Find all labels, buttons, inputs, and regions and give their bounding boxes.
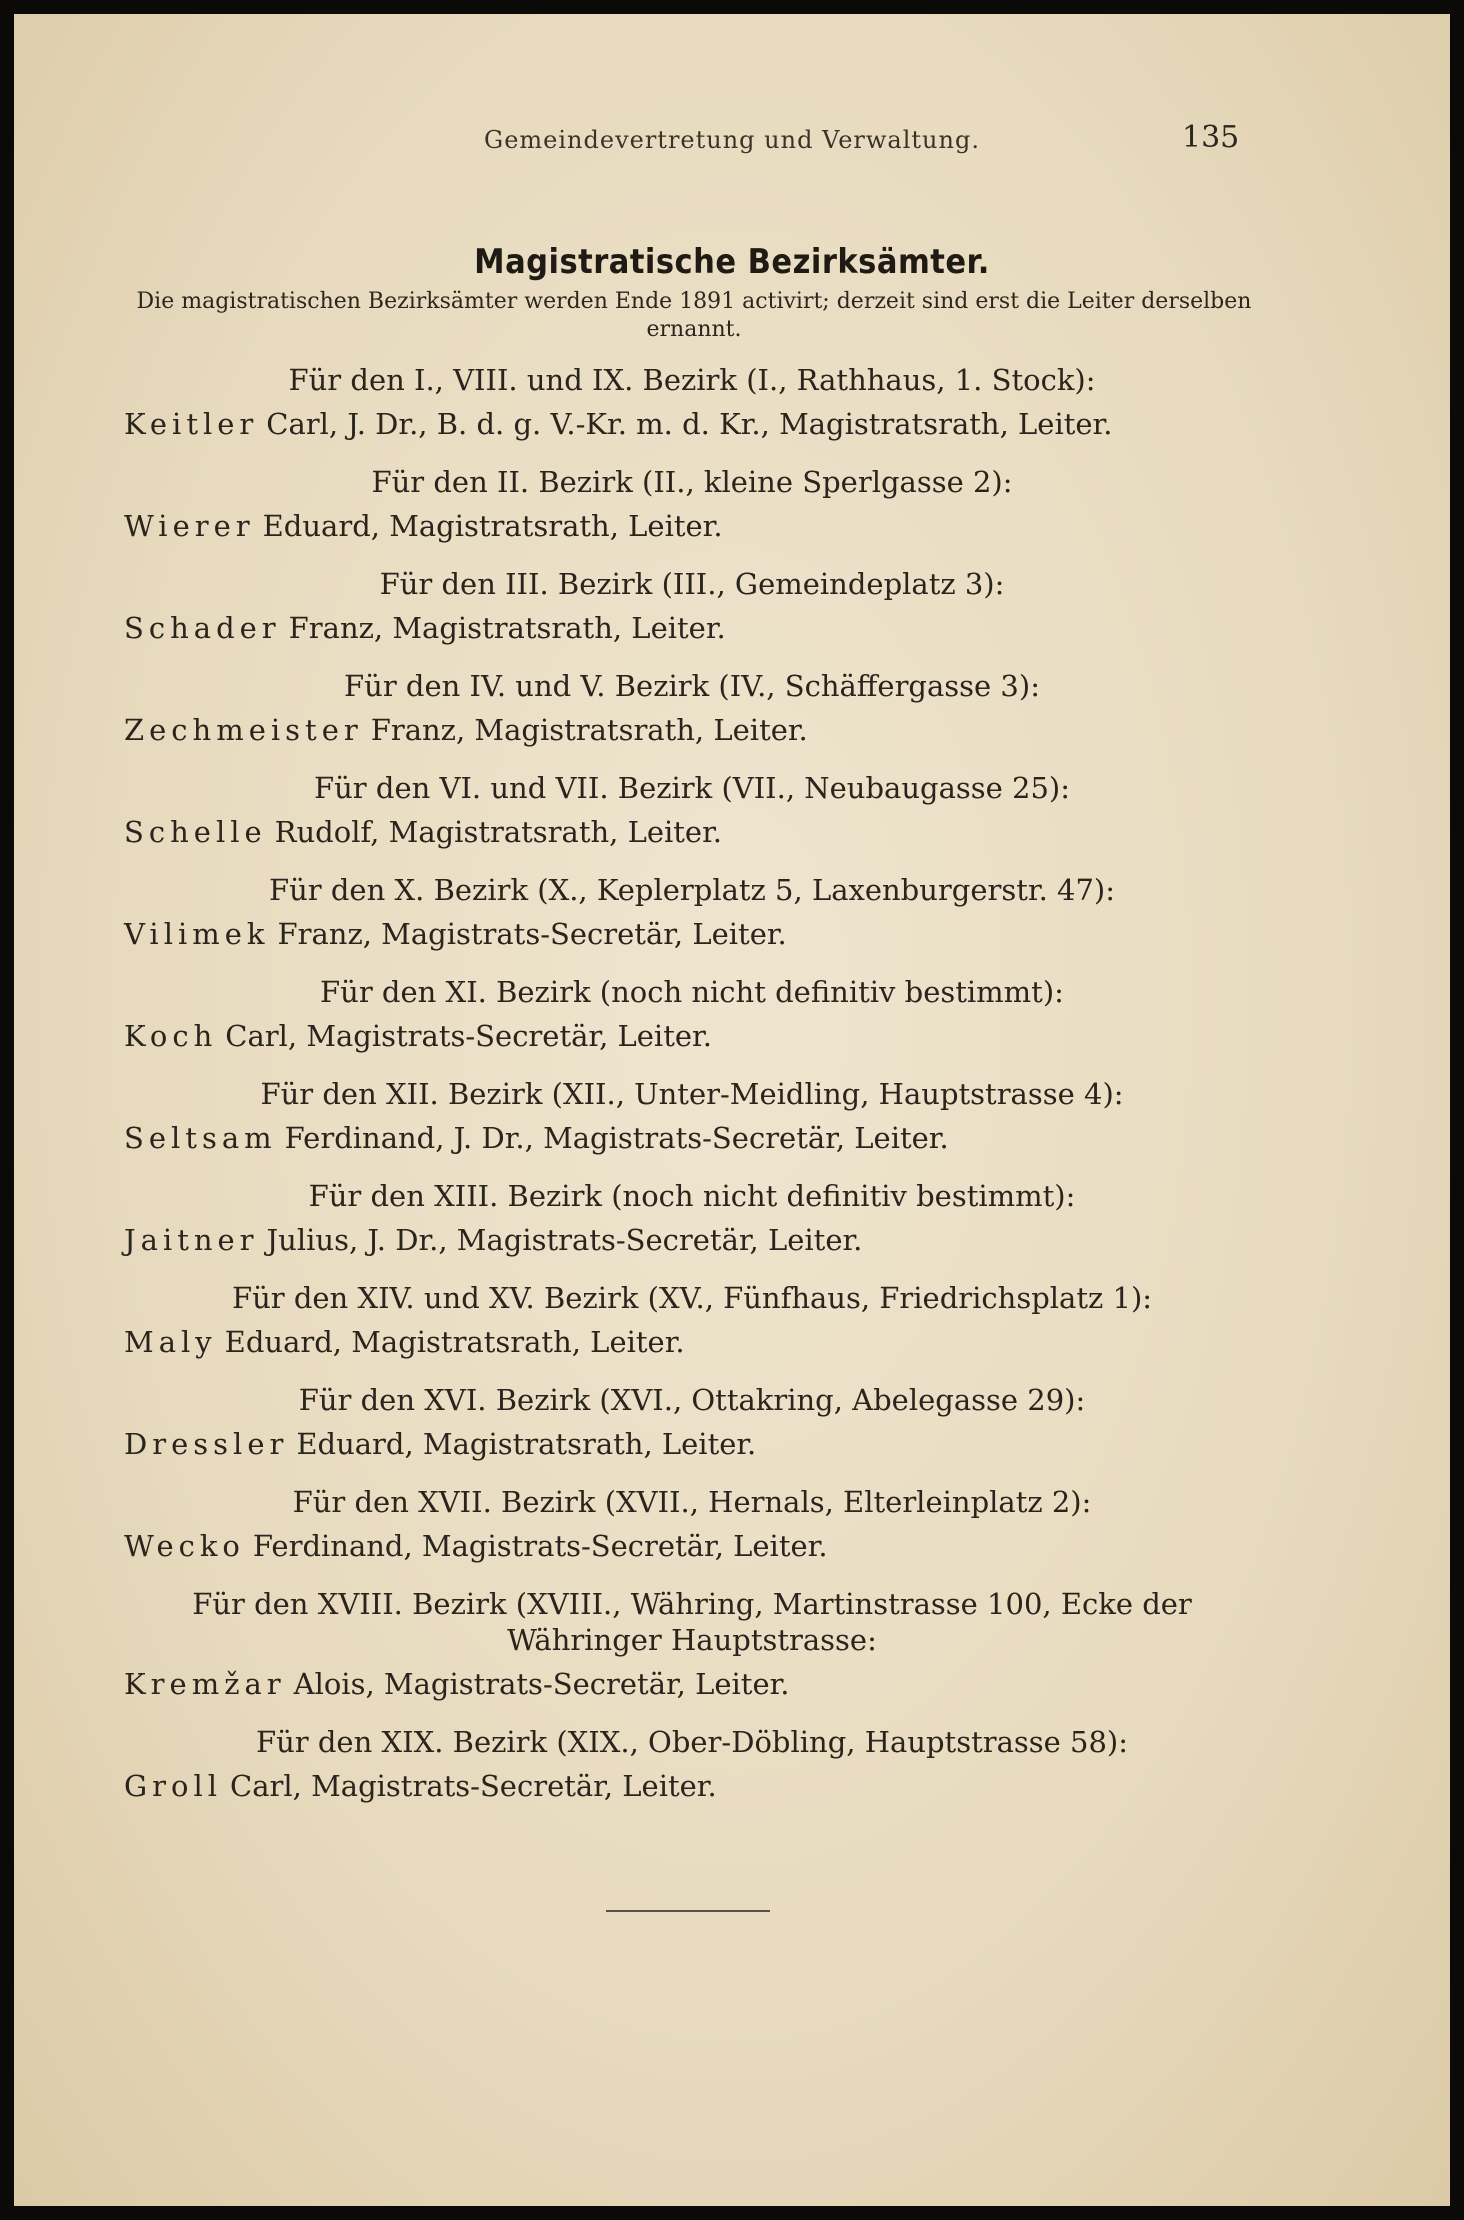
office-head bbox=[124, 814, 1260, 850]
district-entry bbox=[124, 1382, 1260, 1462]
office-head bbox=[124, 1324, 1260, 1360]
head-details: Ferdinand, Magistrats-Secretär, Leiter. bbox=[252, 1529, 828, 1563]
district-location: Für den I., VIII. und IX. Bezirk (I., Rathhaus, 1. Stock): bbox=[288, 363, 1096, 397]
head-details: Ferdinand, J. Dr., Magistrats-Secretär, Leiter. bbox=[284, 1121, 949, 1155]
office-head bbox=[124, 1768, 1260, 1804]
running-head: Gemeindevertretung und Verwaltung. bbox=[484, 126, 980, 154]
head-details: Franz, Magistrats-Secretär, Leiter. bbox=[277, 917, 787, 951]
district-entry bbox=[124, 974, 1260, 1054]
office-head bbox=[124, 916, 1260, 952]
district-entry bbox=[124, 1586, 1260, 1702]
head-surname: Wecko bbox=[124, 1529, 245, 1563]
district-office-list bbox=[124, 362, 1260, 1826]
district-entry bbox=[124, 1484, 1260, 1564]
head-details: Eduard, Magistratsrath, Leiter. bbox=[296, 1427, 757, 1461]
office-head bbox=[124, 1120, 1260, 1156]
head-surname: Schelle bbox=[124, 815, 267, 849]
head-details: Franz, Magistratsrath, Leiter. bbox=[288, 611, 726, 645]
head-surname: Seltsam bbox=[124, 1121, 277, 1155]
office-head bbox=[124, 508, 1260, 544]
district-entry bbox=[124, 1724, 1260, 1804]
closing-rule bbox=[606, 1910, 770, 1912]
head-details: Carl, J. Dr., B. d. g. V.-Kr. m. d. Kr., Magistratsrath, Leiter. bbox=[266, 407, 1113, 441]
head-surname: Schader bbox=[124, 611, 281, 645]
head-surname: Dressler bbox=[124, 1427, 289, 1461]
district-location: Für den XIII. Bezirk (noch nicht definitiv bestimmt): bbox=[308, 1179, 1076, 1213]
district-entry bbox=[124, 1280, 1260, 1360]
district-location: Für den IV. und V. Bezirk (IV., Schäffergasse 3): bbox=[344, 669, 1040, 703]
head-surname: Jaitner bbox=[124, 1223, 259, 1257]
head-details: Rudolf, Magistratsrath, Leiter. bbox=[274, 815, 722, 849]
district-entry bbox=[124, 1178, 1260, 1258]
head-surname: Wierer bbox=[124, 509, 255, 543]
district-location: Für den XI. Bezirk (noch nicht definitiv bestimmt): bbox=[320, 975, 1064, 1009]
head-details: Eduard, Magistratsrath, Leiter. bbox=[224, 1325, 685, 1359]
office-head bbox=[124, 1666, 1260, 1702]
section-intro: Die magistratischen Bezirksämter werden Ende 1891 activirt; derzeit sind erst die Leiter derselben ernannt. bbox=[136, 289, 1252, 342]
office-head bbox=[124, 1528, 1260, 1564]
head-surname: Groll bbox=[124, 1769, 223, 1803]
head-surname: Vilimek bbox=[124, 917, 270, 951]
district-entry bbox=[124, 668, 1260, 748]
district-location: Für den VI. und VII. Bezirk (VII., Neubaugasse 25): bbox=[314, 771, 1070, 805]
page-number: 135 bbox=[1182, 120, 1240, 155]
district-entry bbox=[124, 362, 1260, 442]
head-surname: Kremžar bbox=[124, 1667, 286, 1701]
district-location: Für den XIX. Bezirk (XIX., Ober-Döbling, Hauptstrasse 58): bbox=[255, 1725, 1129, 1759]
district-entry bbox=[124, 872, 1260, 952]
head-details: Alois, Magistrats-Secretär, Leiter. bbox=[293, 1667, 790, 1701]
head-details: Franz, Magistratsrath, Leiter. bbox=[370, 713, 808, 747]
office-head bbox=[124, 406, 1260, 442]
district-location: Für den XVI. Bezirk (XVI., Ottakring, Abelegasse 29): bbox=[298, 1383, 1086, 1417]
office-head bbox=[124, 712, 1260, 748]
district-entry bbox=[124, 770, 1260, 850]
head-surname: Zechmeister bbox=[124, 713, 363, 747]
head-surname: Keitler bbox=[124, 407, 259, 441]
head-details: Julius, J. Dr., Magistrats-Secretär, Leiter. bbox=[266, 1223, 863, 1257]
district-location: Für den III. Bezirk (III., Gemeindeplatz 3): bbox=[379, 567, 1005, 601]
district-location: Für den XVIII. Bezirk (XVIII., Währing, Martinstrasse 100, Ecke der Währinger Hauptstrasse: bbox=[192, 1587, 1192, 1657]
district-entry bbox=[124, 464, 1260, 544]
head-details: Carl, Magistrats-Secretär, Leiter. bbox=[230, 1769, 717, 1803]
head-details: Carl, Magistrats-Secretär, Leiter. bbox=[225, 1019, 712, 1053]
district-location: Für den XVII. Bezirk (XVII., Hernals, Elterleinplatz 2): bbox=[292, 1485, 1092, 1519]
head-details: Eduard, Magistratsrath, Leiter. bbox=[262, 509, 723, 543]
office-head bbox=[124, 1018, 1260, 1054]
district-location: Für den II. Bezirk (II., kleine Sperlgasse 2): bbox=[371, 465, 1013, 499]
book-page bbox=[14, 14, 1450, 2206]
office-head bbox=[124, 1222, 1260, 1258]
district-entry bbox=[124, 1076, 1260, 1156]
section-title: Magistratische Bezirksämter. bbox=[474, 242, 990, 282]
office-head bbox=[124, 1426, 1260, 1462]
head-surname: Maly bbox=[124, 1325, 217, 1359]
head-surname: Koch bbox=[124, 1019, 218, 1053]
district-location: Für den X. Bezirk (X., Keplerplatz 5, Laxenburgerstr. 47): bbox=[268, 873, 1116, 907]
office-head bbox=[124, 610, 1260, 646]
district-location: Für den XII. Bezirk (XII., Unter-Meidling, Hauptstrasse 4): bbox=[260, 1077, 1124, 1111]
district-entry bbox=[124, 566, 1260, 646]
district-location: Für den XIV. und XV. Bezirk (XV., Fünfhaus, Friedrichsplatz 1): bbox=[231, 1281, 1153, 1315]
